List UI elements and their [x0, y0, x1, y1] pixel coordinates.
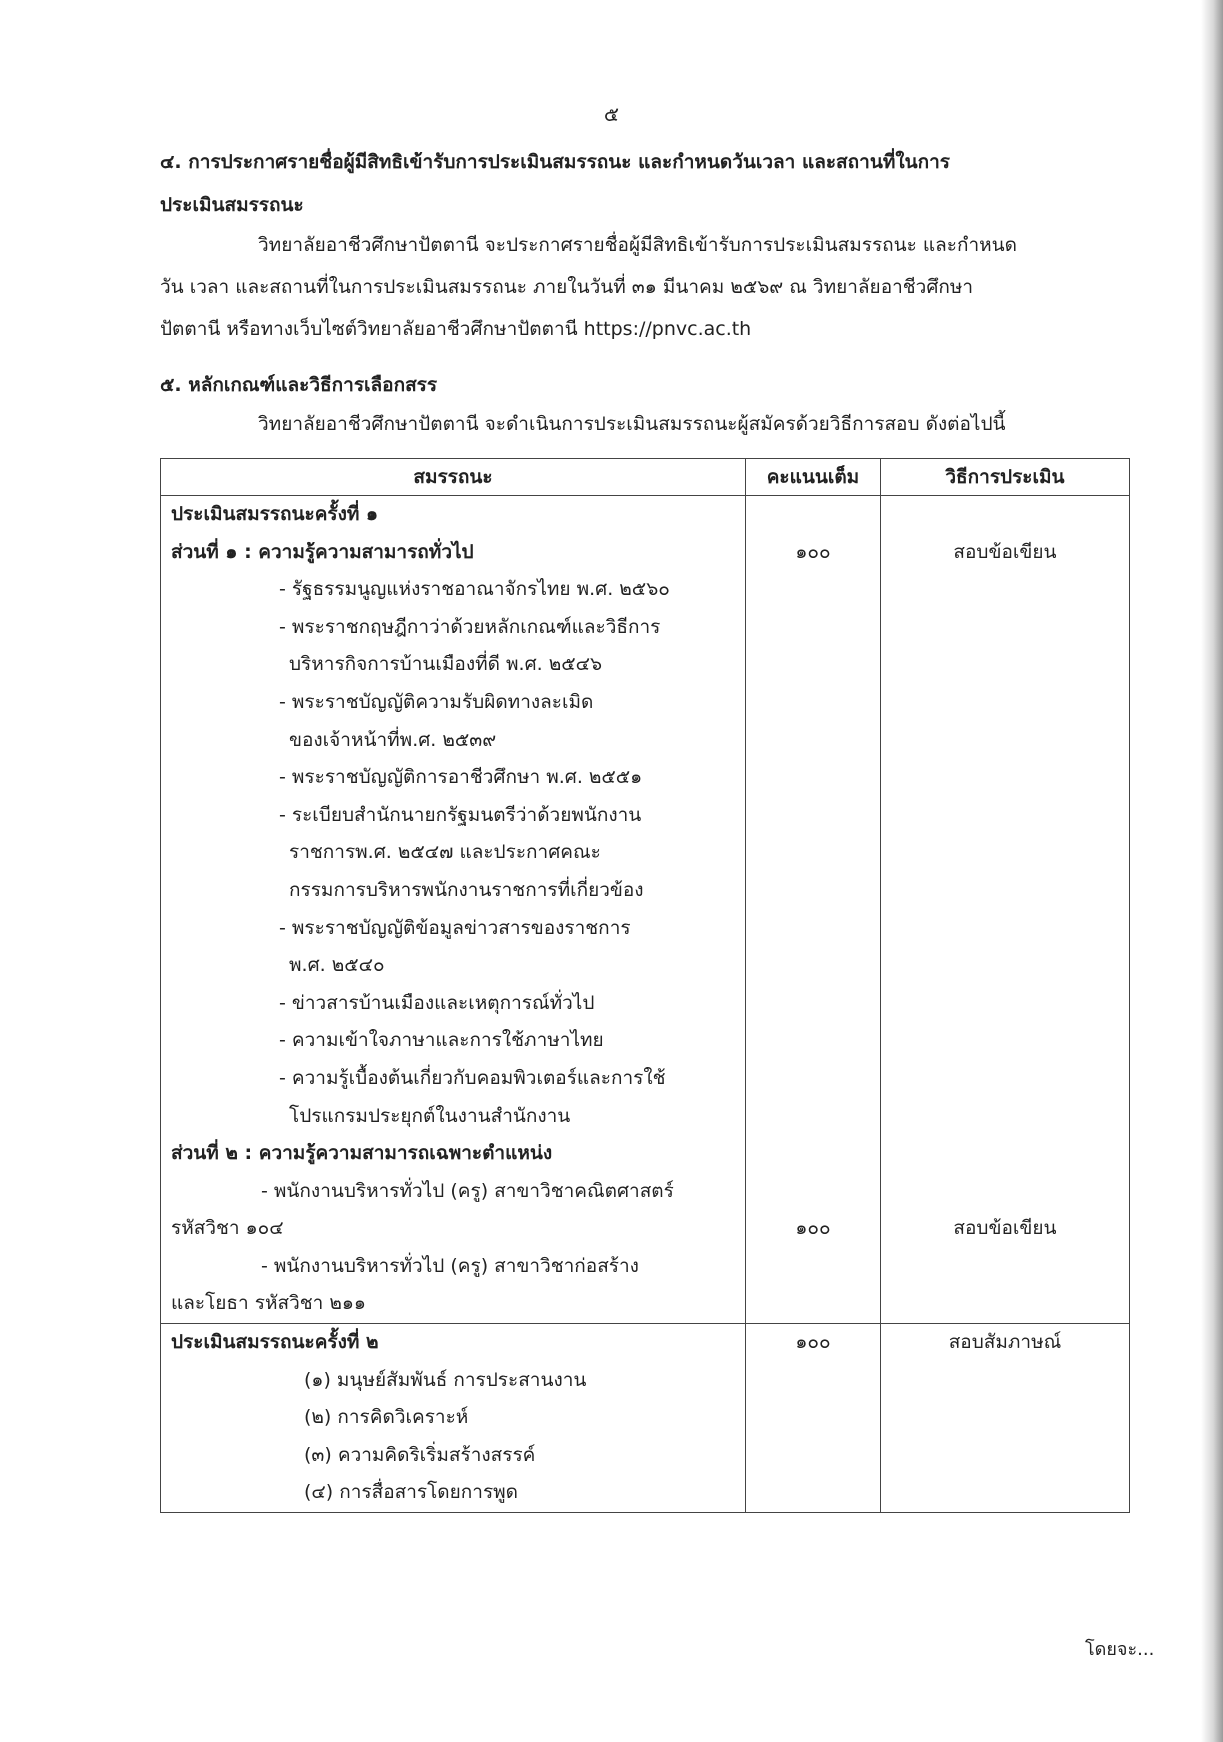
header-competency: สมรรถนะ: [161, 459, 746, 496]
competency-table: [160, 458, 1130, 1513]
round2-competency-cell: [161, 1324, 746, 1513]
round2-title: ประเมินสมรรถนะครั้งที่ ๒: [171, 1331, 379, 1354]
section4-body-line: วิทยาลัยอาชีวศึกษาปัตตานี จะประกาศรายชื่อผู้มีสิทธิเข้ารับการประเมินสมรรถนะ และกำหนด: [258, 234, 1017, 256]
list-item: (๑) มนุษย์สัมพันธ์ การประสานงาน: [304, 1368, 587, 1391]
round2-score: ๑๐๐: [795, 1331, 831, 1354]
header-full-score: คะแนนเต็ม: [745, 459, 880, 496]
list-item: - พนักงานบริหารทั่วไป (ครู) สาขาวิชาคณิตศาสตร์: [261, 1179, 674, 1202]
list-item: - ข่าวสารบ้านเมืองและเหตุการณ์ทั่วไป: [279, 991, 595, 1014]
part2-title: ส่วนที่ ๒ : ความรู้ความสามารถเฉพาะตำแหน่ง: [171, 1142, 553, 1165]
list-item: - ความเข้าใจภาษาและการใช้ภาษาไทย: [279, 1029, 604, 1052]
list-item: - ระเบียบสำนักนายกรัฐมนตรีว่าด้วยพนักงาน: [279, 803, 642, 826]
list-item: - พระราชบัญญัติการอาชีวศึกษา พ.ศ. ๒๕๕๑: [279, 766, 643, 789]
header-method: วิธีการประเมิน: [880, 459, 1129, 496]
list-item: (๒) การคิดวิเคราะห์: [304, 1406, 469, 1429]
list-item: บริหารกิจการบ้านเมืองที่ดี พ.ศ. ๒๕๔๖: [289, 653, 603, 676]
list-item: และโยธา รหัสวิชา ๒๑๑: [171, 1292, 366, 1315]
table-row-round1: [161, 496, 1130, 1324]
part1-title: ส่วนที่ ๑ : ความรู้ความสามารถทั่วไป: [171, 540, 474, 563]
section4-body-line: วัน เวลา และสถานที่ในการประเมินสมรรถนะ ภายในวันที่ ๓๑ มีนาคม ๒๕๖๙ ณ วิทยาลัยอาชีวศึกษา: [160, 276, 974, 298]
list-item: - รัฐธรรมนูญแห่งราชอาณาจักรไทย พ.ศ. ๒๕๖๐: [279, 578, 670, 601]
page-number: ๕: [603, 102, 620, 126]
round2-score-cell: [745, 1324, 880, 1513]
part1-method: สอบข้อเขียน: [953, 540, 1057, 563]
round1-method-cell: [880, 496, 1129, 1324]
section4-body-line: ปัตตานี หรือทางเว็บไซต์วิทยาลัยอาชีวศึกษาปัตตานี https://pnvc.ac.th: [160, 318, 752, 340]
section4-heading-cont: ประเมินสมรรถนะ: [160, 194, 304, 216]
round2-method: สอบสัมภาษณ์: [948, 1331, 1062, 1354]
list-item: (๓) ความคิดริเริ่มสร้างสรรค์: [304, 1443, 536, 1466]
list-item: - พระราชบัญญัติความรับผิดทางละเมิด: [279, 690, 594, 713]
round1-competency-cell: [161, 496, 746, 1324]
part1-score: ๑๐๐: [795, 540, 831, 563]
list-item: - พระราชบัญญัติข้อมูลข่าวสารของราชการ: [279, 916, 631, 939]
scan-edge-shadow: [1201, 0, 1223, 1742]
section4-heading: ๔. การประกาศรายชื่อผู้มีสิทธิเข้ารับการประเมินสมรรถนะ และกำหนดวันเวลา และสถานที่ในการ: [160, 151, 950, 173]
list-item: - ความรู้เบื้องต้นเกี่ยวกับคอมพิวเตอร์และการใช้: [279, 1066, 666, 1089]
list-item: ของเจ้าหน้าที่พ.ศ. ๒๕๓๙: [289, 728, 497, 751]
section5-heading: ๕. หลักเกณฑ์และวิธีการเลือกสรร: [160, 374, 438, 396]
round1-title: ประเมินสมรรถนะครั้งที่ ๑: [171, 503, 379, 525]
list-item: - พนักงานบริหารทั่วไป (ครู) สาขาวิชาก่อสร้าง: [261, 1254, 639, 1277]
list-item: กรรมการบริหารพนักงานราชการที่เกี่ยวข้อง: [289, 878, 644, 901]
list-item: - พระราชกฤษฎีกาว่าด้วยหลักเกณฑ์และวิธีการ: [279, 615, 661, 638]
part2-method: สอบข้อเขียน: [953, 1217, 1057, 1240]
list-item: พ.ศ. ๒๕๔๐: [289, 954, 385, 977]
list-item: (๔) การสื่อสารโดยการพูด: [304, 1481, 519, 1504]
table-header-row: [161, 459, 1130, 496]
continuation-text: โดยจะ...: [1085, 1639, 1155, 1660]
list-item: รหัสวิชา ๑๐๔: [171, 1217, 284, 1240]
round2-method-cell: [880, 1324, 1129, 1513]
part2-score: ๑๐๐: [795, 1217, 831, 1240]
list-item: ราชการพ.ศ. ๒๕๔๗ และประกาศคณะ: [289, 841, 601, 864]
list-item: โปรแกรมประยุกต์ในงานสำนักงาน: [289, 1104, 571, 1127]
table-row-round2: [161, 1324, 1130, 1513]
round1-score-cell: [745, 496, 880, 1324]
section5-intro: วิทยาลัยอาชีวศึกษาปัตตานี จะดำเนินการประเมินสมรรถนะผู้สมัครด้วยวิธีการสอบ ดังต่อไปนี้: [258, 413, 1006, 435]
